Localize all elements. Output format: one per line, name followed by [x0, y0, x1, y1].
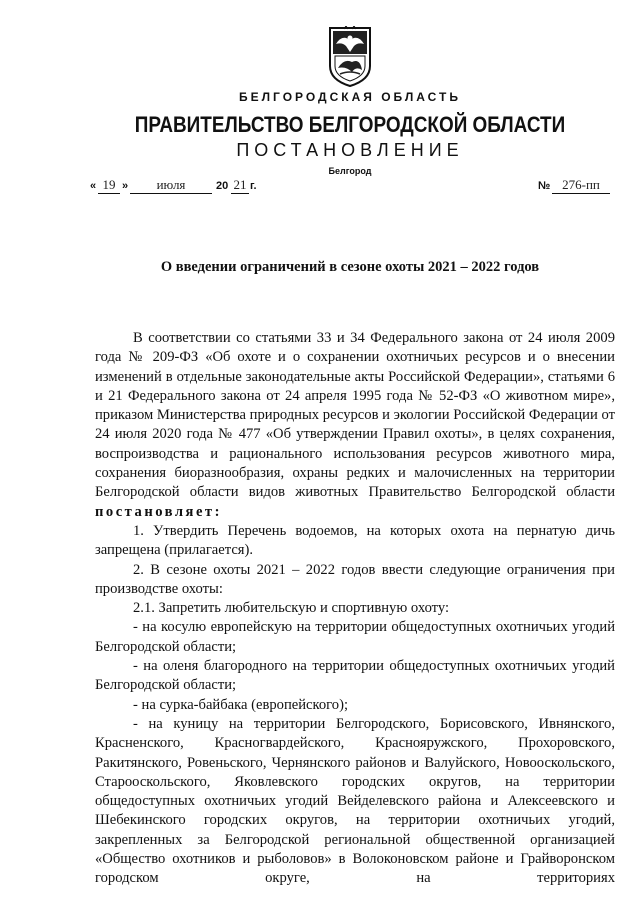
document-title: О введении ограничений в сезоне охоты 2021 – 2022 годов [160, 259, 540, 275]
date-year-suffix: 21 [231, 177, 249, 194]
resolves-word: постановляет: [95, 503, 222, 520]
restriction-marmot: - на сурка-байбака (европейского); [133, 696, 349, 713]
date-close-quote: » [122, 180, 129, 192]
document-number: 276-пп [552, 177, 610, 194]
number-label: № [538, 180, 551, 192]
item-2: 2. В сезоне охоты 2021 – 2022 годов ввести следующие ограничения при производстве охоты: [95, 561, 615, 597]
document-type: ПОСТАНОВЛЕНИЕ [236, 140, 464, 160]
date-open-quote: « [90, 180, 97, 192]
date-year-prefix: 20 [216, 180, 229, 192]
preamble-paragraph: В соответствии со статьями 33 и 34 Федерального закона от 24 июля 2009 года № 209-ФЗ «Об охоте и о сохранении охотничьих ресурсов и о внесении изменений в отдельные законодательные акты Российской Федерации», статьями 6 и 21 Федерального закона от 24 апреля 1995 года № 52-ФЗ «О животном мире», приказом Министерства природных ресурсов и экологии Российской Федерации от 24 июля 2020 года № 477 «Об утверждении Правил охоты», в целях сохранения, воспроизводства и рационального использования ресурсов животного мира, сохранения биоразнообразия, охраны редких и малочисленных на территории Белгородской области видов животных Правительство Белгородской области [95, 330, 615, 501]
date-day: 19 [98, 177, 120, 194]
city-name: Белгород [328, 166, 372, 176]
restriction-roe-deer: - на косулю европейскую на территории общедоступных охотничьих угодий Белгородской области; [95, 619, 615, 655]
date-month: июля [130, 177, 212, 194]
item-2-1: 2.1. Запретить любительскую и спортивную охоту: [133, 600, 450, 617]
restriction-marten: - на куницу на территории Белгородского, Борисовского, Ивнянского, Красненского, Красногвардейского, Краснояружского, Прохоровского, Ракитянского, Ровеньского, Чернянского районов и Валуйского, Новооскольского, Старооскольского, Яковлевского городских округов, на территории общедоступных охотничьих угодий Вейделевского района и Алексеевского и Шебекинского городских округов, на территории охотничьих угодий, закрепленных за Белгородской региональной общественной организацией «Общество охотников и рыболовов» в Волоконовском районе и Грайворонском городском округе, на территориях [95, 715, 615, 887]
government-name: ПРАВИТЕЛЬСТВО БЕЛГОРОДСКОЙ ОБЛАСТИ [134, 112, 566, 137]
date-number-line [90, 176, 610, 196]
item-1: 1. Утвердить Перечень водоемов, на которых охота на пернатую дичь запрещена (прилагается). [95, 522, 615, 559]
document-body [95, 329, 615, 889]
coat-of-arms-emblem [326, 26, 374, 88]
region-name: БЕЛГОРОДСКАЯ ОБЛАСТЬ [239, 90, 461, 104]
restriction-red-deer: - на оленя благородного на территории общедоступных охотничьих угодий Белгородской области; [95, 658, 615, 694]
date-year-mark: г. [250, 180, 257, 192]
